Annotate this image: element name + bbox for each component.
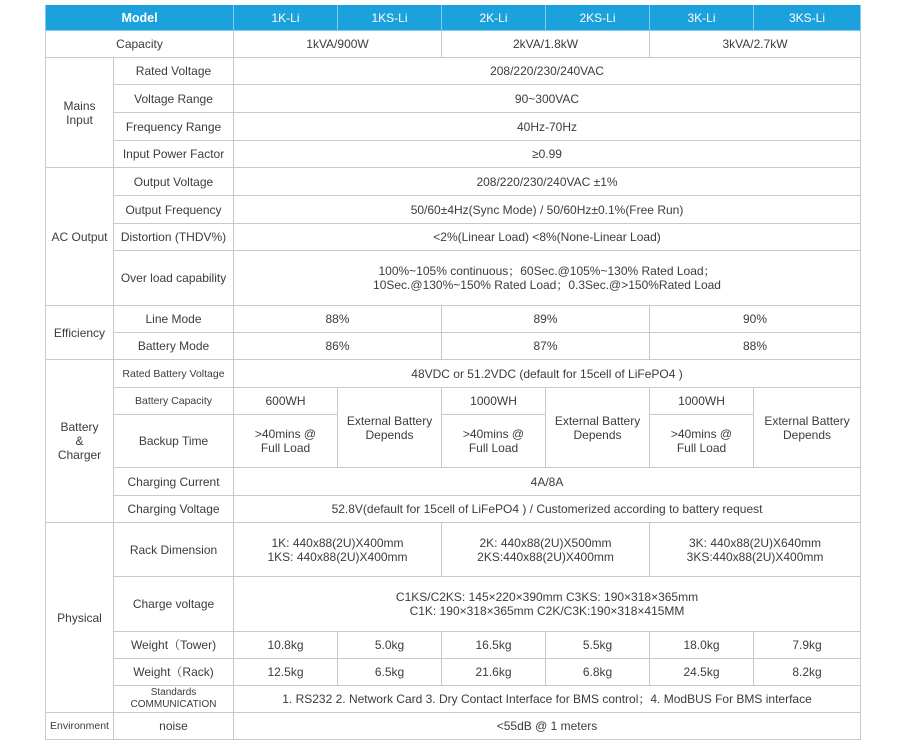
table-row xyxy=(46,113,861,141)
table-row xyxy=(46,577,861,632)
row-label-communication: Standards COMMUNICATION xyxy=(114,686,234,713)
table-row xyxy=(46,632,861,659)
value-battery-capacity-3k: 1000WH xyxy=(650,388,754,415)
row-label-frequency-range: Frequency Range xyxy=(114,113,234,141)
header-model-1k: 1K-Li xyxy=(234,5,338,31)
header-model-3ks: 3KS-Li xyxy=(754,5,861,31)
row-label-input-power-factor: Input Power Factor xyxy=(114,141,234,168)
table-row xyxy=(46,686,861,713)
row-label-voltage-range: Voltage Range xyxy=(114,85,234,113)
row-label-charging-voltage: Charging Voltage xyxy=(114,496,234,523)
value-external-battery-1ks: External Battery Depends xyxy=(338,388,442,468)
table-row xyxy=(46,496,861,523)
value-weight-tower-2ks: 5.5kg xyxy=(546,632,650,659)
value-rated-battery-voltage: 48VDC or 51.2VDC (default for 15cell of LiFePO4 ) xyxy=(234,360,861,388)
row-label-rated-battery-voltage: Rated Battery Voltage xyxy=(114,360,234,388)
value-battery-mode-1k: 86% xyxy=(234,333,442,360)
value-weight-rack-1ks: 6.5kg xyxy=(338,659,442,686)
table-row xyxy=(46,141,861,168)
table-row xyxy=(46,58,861,85)
value-rack-dimension-3k: 3K: 440x88(2U)X640mm 3KS:440x88(2U)X400mm xyxy=(650,523,861,577)
value-distortion: <2%(Linear Load) <8%(None-Linear Load) xyxy=(234,224,861,251)
value-battery-mode-2k: 87% xyxy=(442,333,650,360)
table-row xyxy=(46,196,861,224)
row-label-output-frequency: Output Frequency xyxy=(114,196,234,224)
table-row xyxy=(46,659,861,686)
value-backup-time-2k: >40mins @ Full Load xyxy=(442,415,546,468)
value-weight-rack-1k: 12.5kg xyxy=(234,659,338,686)
value-line-mode-2k: 89% xyxy=(442,306,650,333)
table-row xyxy=(46,415,861,468)
spec-table xyxy=(45,5,861,740)
header-model-1ks: 1KS-Li xyxy=(338,5,442,31)
value-battery-mode-3k: 88% xyxy=(650,333,861,360)
header-model-2k: 2K-Li xyxy=(442,5,546,31)
row-label-weight-tower: Weight（Tower) xyxy=(114,632,234,659)
value-battery-capacity-1k: 600WH xyxy=(234,388,338,415)
value-external-battery-3ks: External Battery Depends xyxy=(754,388,861,468)
row-label-rack-dimension: Rack Dimension xyxy=(114,523,234,577)
group-mains-input: Mains Input xyxy=(46,58,114,168)
capacity-label: Capacity xyxy=(46,31,234,58)
value-weight-rack-3ks: 8.2kg xyxy=(754,659,861,686)
value-backup-time-3k: >40mins @ Full Load xyxy=(650,415,754,468)
value-charge-voltage: C1KS/C2KS: 145×220×390mm C3KS: 190×318×365mm C1K: 190×318×365mm C2K/C3K:190×318×415MM xyxy=(234,577,861,632)
value-rack-dimension-1k: 1K: 440x88(2U)X400mm 1KS: 440x88(2U)X400mm xyxy=(234,523,442,577)
value-noise: <55dB @ 1 meters xyxy=(234,713,861,740)
value-output-frequency: 50/60±4Hz(Sync Mode) / 50/60Hz±0.1%(Free Run) xyxy=(234,196,861,224)
value-line-mode-1k: 88% xyxy=(234,306,442,333)
value-charging-voltage: 52.8V(default for 15cell of LiFePO4 ) / Customerized according to battery request xyxy=(234,496,861,523)
value-weight-tower-3ks: 7.9kg xyxy=(754,632,861,659)
value-input-power-factor: ≥0.99 xyxy=(234,141,861,168)
value-charging-current: 4A/8A xyxy=(234,468,861,496)
table-row xyxy=(46,224,861,251)
row-label-line-mode: Line Mode xyxy=(114,306,234,333)
header-model: Model xyxy=(46,5,234,31)
table-row xyxy=(46,468,861,496)
value-battery-capacity-2k: 1000WH xyxy=(442,388,546,415)
table-row xyxy=(46,85,861,113)
table-row xyxy=(46,523,861,577)
value-weight-tower-2k: 16.5kg xyxy=(442,632,546,659)
table-row xyxy=(46,333,861,360)
value-frequency-range: 40Hz-70Hz xyxy=(234,113,861,141)
value-output-voltage: 208/220/230/240VAC ±1% xyxy=(234,168,861,196)
row-label-rated-voltage: Rated Voltage xyxy=(114,58,234,85)
row-label-noise: noise xyxy=(114,713,234,740)
header-model-3k: 3K-Li xyxy=(650,5,754,31)
value-rated-voltage: 208/220/230/240VAC xyxy=(234,58,861,85)
row-label-backup-time: Backup Time xyxy=(114,415,234,468)
group-efficiency: Efficiency xyxy=(46,306,114,360)
row-label-output-voltage: Output Voltage xyxy=(114,168,234,196)
table-row xyxy=(46,713,861,740)
row-label-battery-capacity: Battery Capacity xyxy=(114,388,234,415)
value-backup-time-1k: >40mins @ Full Load xyxy=(234,415,338,468)
value-weight-tower-3k: 18.0kg xyxy=(650,632,754,659)
group-physical: Physical xyxy=(46,523,114,713)
row-label-battery-mode: Battery Mode xyxy=(114,333,234,360)
group-environment: Environment xyxy=(46,713,114,740)
header-model-2ks: 2KS-Li xyxy=(546,5,650,31)
row-label-weight-rack: Weight（Rack) xyxy=(114,659,234,686)
value-rack-dimension-2k: 2K: 440x88(2U)X500mm 2KS:440x88(2U)X400mm xyxy=(442,523,650,577)
value-weight-rack-3k: 24.5kg xyxy=(650,659,754,686)
value-communication: 1. RS232 2. Network Card 3. Dry Contact Interface for BMS control；4. ModBUS For BMS interface xyxy=(234,686,861,713)
row-label-distortion: Distortion (THDV%) xyxy=(114,224,234,251)
table-row xyxy=(46,168,861,196)
value-weight-tower-1k: 10.8kg xyxy=(234,632,338,659)
capacity-1k: 1kVA/900W xyxy=(234,31,442,58)
value-external-battery-2ks: External Battery Depends xyxy=(546,388,650,468)
value-weight-tower-1ks: 5.0kg xyxy=(338,632,442,659)
header-row xyxy=(46,5,861,31)
value-overload: 100%~105% continuous；60Sec.@105%~130% Rated Load； 10Sec.@130%~150% Rated Load；0.3Sec.@>150%Rated Load xyxy=(234,251,861,306)
table-row xyxy=(46,388,861,415)
row-label-charging-current: Charging Current xyxy=(114,468,234,496)
table-row xyxy=(46,306,861,333)
capacity-3k: 3kVA/2.7kW xyxy=(650,31,861,58)
row-label-charge-voltage: Charge voltage xyxy=(114,577,234,632)
value-voltage-range: 90~300VAC xyxy=(234,85,861,113)
table-row xyxy=(46,360,861,388)
row-label-overload: Over load capability xyxy=(114,251,234,306)
value-line-mode-3k: 90% xyxy=(650,306,861,333)
group-battery-charger: Battery & Charger xyxy=(46,360,114,523)
capacity-2k: 2kVA/1.8kW xyxy=(442,31,650,58)
table-row xyxy=(46,251,861,306)
group-ac-output: AC Output xyxy=(46,168,114,306)
table-row xyxy=(46,31,861,58)
value-weight-rack-2ks: 6.8kg xyxy=(546,659,650,686)
value-weight-rack-2k: 21.6kg xyxy=(442,659,546,686)
